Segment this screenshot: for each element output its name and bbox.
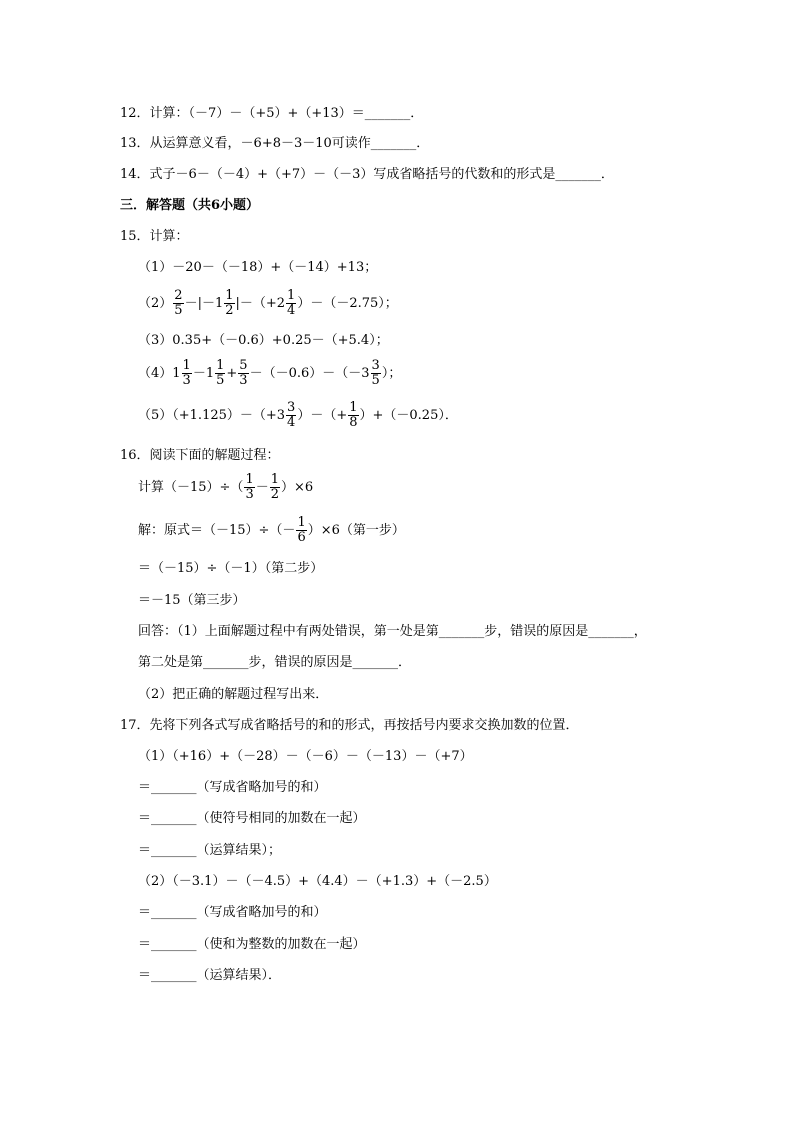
denominator: 3 [245,487,254,502]
question-13: 13．从运算意义看，－6+8－3－10可读作_______． [120,136,430,151]
denominator: 5 [371,373,380,388]
text: （2） [138,296,173,311]
denominator: 8 [349,415,358,430]
text: ）+（－0.25）． [359,408,458,423]
numerator: 2 [174,288,183,303]
q17-part-1-step-b: ＝_______（使符号相同的加数在一起） [138,811,366,826]
q16-answer-3: （2）把正确的解题过程写出来． [138,687,329,702]
q15-part-5 [138,399,458,433]
q16-calc [138,471,313,505]
fraction [286,401,296,430]
q15-part-1: （1）－20－（－18）+（－14）+13； [138,260,378,275]
fraction [215,359,225,388]
denominator: 2 [270,487,280,502]
q17-part-1-step-c: ＝_______（运算结果）； [138,843,282,858]
text: ）－（－2.75）； [297,296,398,311]
q16-solution [138,514,405,548]
fraction [348,401,358,430]
q15-part-2 [138,287,398,321]
q16-answer-1: 回答：（1）上面解题过程中有两处错误，第一处是第_______步，错误的原因是_______， [138,624,647,639]
q15-part-4 [138,357,401,391]
numerator: 1 [182,358,191,373]
numerator: 1 [225,288,234,303]
q16-step-2: ＝（－15）÷（－1）（第二步） [138,561,324,576]
numerator: 1 [297,515,306,530]
q17-part-2: （2）（－3.1）－（－4.5）+（4.4）－（+1.3）+（－2.5） [138,874,497,889]
fraction [182,359,192,388]
numerator: 3 [287,400,296,415]
fraction [270,473,280,502]
denominator: 3 [239,373,248,388]
q17-part-2-step-c: ＝_______（运算结果）． [138,968,282,983]
question-16-title: 16．阅读下面的解题过程： [120,448,280,463]
text: （4）1 [138,366,181,381]
text: ）×6 [281,480,314,495]
denominator: 6 [297,530,306,545]
denominator: 5 [216,373,225,388]
q16-step-3: ＝－15（第三步） [138,593,246,608]
denominator: 4 [287,303,296,318]
numerator: 1 [287,288,296,303]
question-14: 14．式子－6－（－4）+（+7）－（－3）写成省略括号的代数和的形式是_______． [120,167,614,182]
text: 计算（－15）÷（ [138,480,244,495]
denominator: 2 [225,303,234,318]
numerator: 3 [371,358,380,373]
fraction [173,289,183,318]
numerator: 1 [245,472,254,487]
text: －|－1 [184,296,224,311]
text: ）； [381,366,402,381]
fraction [286,289,296,318]
q15-part-3: （3）0.35+（－0.6）+0.25－（+5.4）； [138,333,389,348]
numerator: 1 [270,472,280,487]
fraction [296,516,306,545]
text: |－（+2 [235,296,286,311]
text: （5）（+1.125）－（+3 [138,408,286,423]
q17-part-1: （1）（+16）+（－28）－（－6）－（－13）－（+7） [138,749,473,764]
text: + [226,366,238,381]
fraction [371,359,381,388]
question-15-title: 15．计算： [120,229,189,244]
text: ）×6（第一步） [307,523,405,538]
denominator: 5 [174,303,183,318]
q16-answer-2: 第二处是第_______步，错误的原因是_______． [138,655,412,670]
numerator: 1 [349,400,358,415]
denominator: 3 [182,373,191,388]
q17-part-2-step-b: ＝_______（使和为整数的加数在一起） [138,937,366,952]
denominator: 4 [287,415,296,430]
text: ）－（+ [297,408,348,423]
q17-part-2-step-a: ＝_______（写成省略加号的和） [138,905,327,920]
text: － [255,480,269,495]
q17-part-1-step-a: ＝_______（写成省略加号的和） [138,780,327,795]
question-17-title: 17．先将下列各式写成省略括号的和的形式，再按括号内要求交换加数的位置． [120,718,579,733]
text: 解：原式＝（－15）÷（－ [138,523,296,538]
fraction [224,289,234,318]
fraction [244,473,254,502]
text: －（－0.6）－（－3 [249,366,370,381]
section-heading: 三．解答题（共6小题） [120,198,260,213]
fraction [238,359,248,388]
numerator: 1 [216,358,225,373]
text: －1 [192,366,215,381]
question-12: 12．计算：（－7）－（+5）+（+13）＝_______． [120,106,424,121]
numerator: 5 [239,358,248,373]
